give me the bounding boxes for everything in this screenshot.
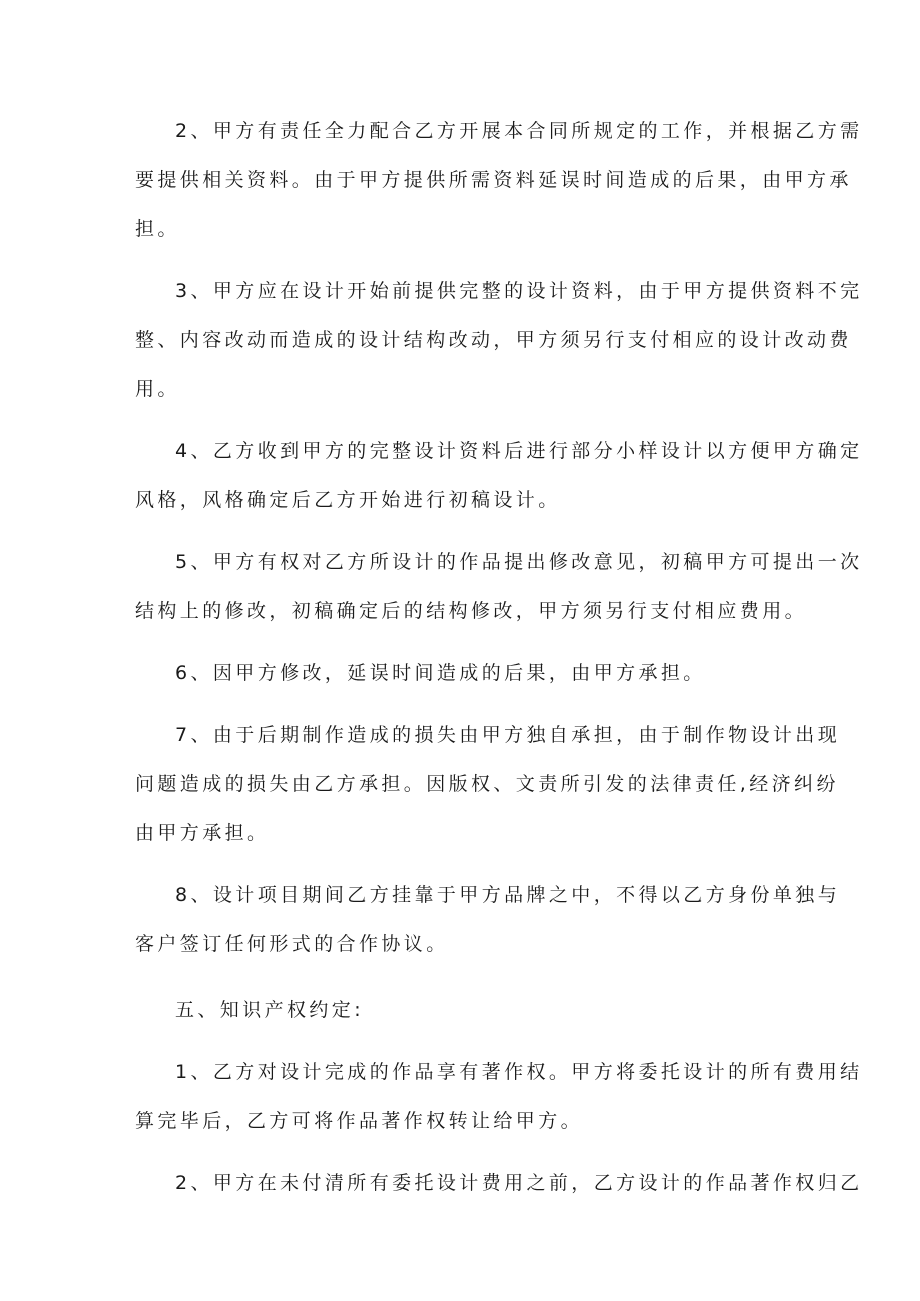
clause-4-line-2: 风格，风格确定后乙方开始进行初稿设计。: [135, 489, 561, 511]
clause-3-line-3: 用。: [135, 378, 180, 400]
clause-5-line-1: 5、甲方有权对乙方所设计的作品提出修改意见，初稿甲方可提出一次: [175, 551, 863, 573]
clause-2-line-1: 2、甲方有责任全力配合乙方开展本合同所规定的工作，并根据乙方需: [175, 120, 863, 142]
ip-clause-2-line-1: 2、甲方在未付清所有委托设计费用之前，乙方设计的作品著作权归乙: [175, 1172, 863, 1194]
clause-3-line-1: 3、甲方应在设计开始前提供完整的设计资料，由于甲方提供资料不完: [175, 280, 863, 302]
clause-7-line-2: 问题造成的损失由乙方承担。因版权、文责所引发的法律责任,经济纠纷: [135, 773, 839, 795]
ip-clause-1-line-2: 算完毕后，乙方可将作品著作权转让给甲方。: [135, 1110, 584, 1132]
clause-8-line-2: 客户签订任何形式的合作协议。: [135, 933, 449, 955]
clause-6-line-1: 6、因甲方修改，延误时间造成的后果，由甲方承担。: [175, 662, 706, 684]
clause-2-line-2: 要提供相关资料。由于甲方提供所需资料延误时间造成的后果，由甲方承: [135, 169, 852, 191]
clause-8-line-1: 8、设计项目期间乙方挂靠于甲方品牌之中，不得以乙方身份单独与: [175, 884, 841, 906]
ip-clause-1-line-1: 1、乙方对设计完成的作品享有著作权。甲方将委托设计的所有费用结: [175, 1061, 863, 1083]
clause-3-line-2: 整、内容改动而造成的设计结构改动，甲方须另行支付相应的设计改动费: [135, 329, 852, 351]
clause-7-line-3: 由甲方承担。: [135, 822, 270, 844]
clause-5-line-2: 结构上的修改，初稿确定后的结构修改，甲方须另行支付相应费用。: [135, 600, 808, 622]
section-5-heading: 五、知识产权约定:: [175, 999, 365, 1021]
clause-2-line-3: 担。: [135, 218, 180, 240]
clause-7-line-1: 7、由于后期制作造成的损失由甲方独自承担，由于制作物设计出现: [175, 724, 841, 746]
clause-4-line-1: 4、乙方收到甲方的完整设计资料后进行部分小样设计以方便甲方确定: [175, 440, 863, 462]
